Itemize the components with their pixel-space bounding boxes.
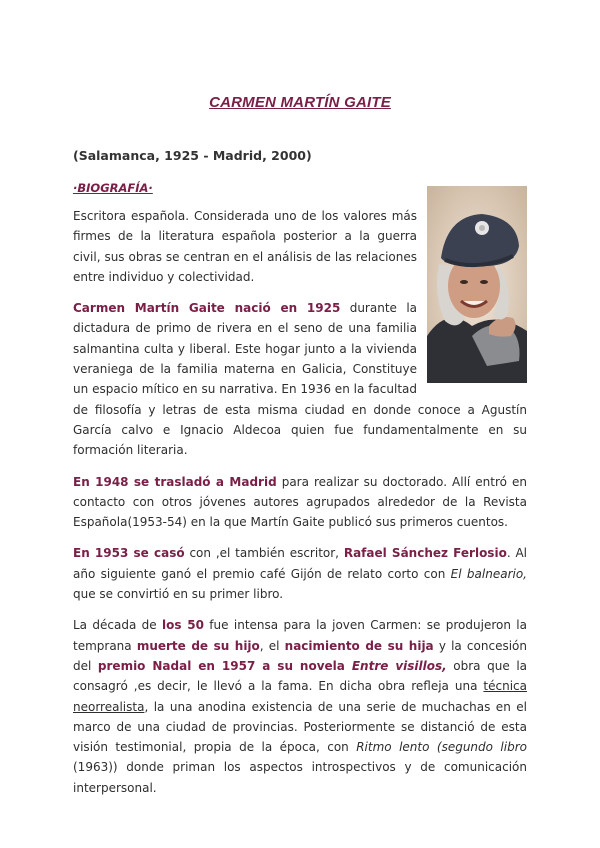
paragraph-2-text: durante la dictadura de primo de rivera en el seno de una familia salmantina culta y liberal. Este hogar junto a la vivienda veraniega de la familia materna en Galicia, Constituye un espacio mítico en su narrativa. En 1936 en la facultad de filosofía y letras de esta misma ciudad en donde conoce a Agustín García calvo e Ignacio Aldecoa quien fue fundamentalmente en su formación literaria. [73, 301, 527, 458]
paragraph-5-text-2: fue intensa para la joven Carmen: se produjeron la temprana [73, 618, 527, 653]
highlight-birth: Carmen Martín Gaite nació en 1925 [73, 301, 341, 316]
paragraph-4-text-2: . Al año siguiente ganó el premio café Gijón de relato corto con [73, 546, 527, 581]
paragraph-3 [73, 472, 527, 533]
highlight-madrid: En 1948 se trasladó a Madrid [73, 474, 277, 489]
paragraph-5-text-3: , el [259, 638, 285, 653]
paragraph-5-text-6: , la una anodina existencia de una serie de muchachas en el marco de una ciudad de provincias. Posteriormente se distanció de esta visión testimonial, propia de la época, con [73, 699, 527, 755]
paragraph-5-text-7: (1963)) donde priman los aspectos introspectivos y de comunicación interpersonal. [73, 760, 527, 795]
paragraph-5-text-4: y la concesión del [73, 638, 527, 673]
highlight-premio-nadal: premio Nadal en 1957 a su novela [97, 658, 352, 673]
link-tecnica-neorrealista[interactable]: técnica neorrealista [73, 679, 527, 714]
page-title: CARMEN MARTÍN GAITE [209, 94, 391, 111]
highlight-los-50: los 50 [162, 618, 204, 633]
paragraph-5-text-5: obra que la consagró ,es decir, le llevó a la fama. En dicha obra refleja una [73, 658, 528, 694]
book-el-balneario: El balneario, [450, 566, 527, 581]
portrait-photo [427, 186, 527, 383]
highlight-ferlosio: Rafael Sánchez Ferlosio [343, 546, 507, 561]
biography-text [73, 206, 527, 809]
highlight-nacimiento-hija: nacimiento de su hija [284, 638, 434, 653]
paragraph-4 [73, 543, 527, 604]
paragraph-4-text-1: con ,el también escritor, [184, 546, 344, 561]
book-ritmo-lento: Ritmo lento (segundo libro [356, 740, 527, 755]
highlight-marriage: En 1953 se casó [73, 546, 185, 561]
paragraph-1: Escritora española. Considerada uno de los valores más firmes de la literatura española posterior a la guerra civil, sus obras se centran en el análisis de las relaciones entre individuo y colectividad. [73, 209, 417, 284]
highlight-muerte-hijo: muerte de su hijo [136, 638, 260, 653]
book-entre-visillos: Entre visillos, [351, 658, 447, 673]
paragraph-4-text-3: que se convirtió en su primer libro. [73, 587, 284, 602]
paragraph-3-text: para realizar su doctorado. Allí entró en contacto con otros jóvenes autores agrupados alrededor de la Revista Española(1953-54) en la que Martín Gaite publicó sus primeros cuentos. [73, 474, 527, 530]
paragraph-5 [73, 615, 527, 798]
section-heading-biografia: ·BIOGRAFÍA· [73, 181, 153, 195]
birth-death-dates: (Salamanca, 1925 - Madrid, 2000) [73, 148, 312, 163]
portrait-photo-icon [427, 186, 527, 383]
paragraph-5-text-1: La década de [73, 618, 163, 633]
